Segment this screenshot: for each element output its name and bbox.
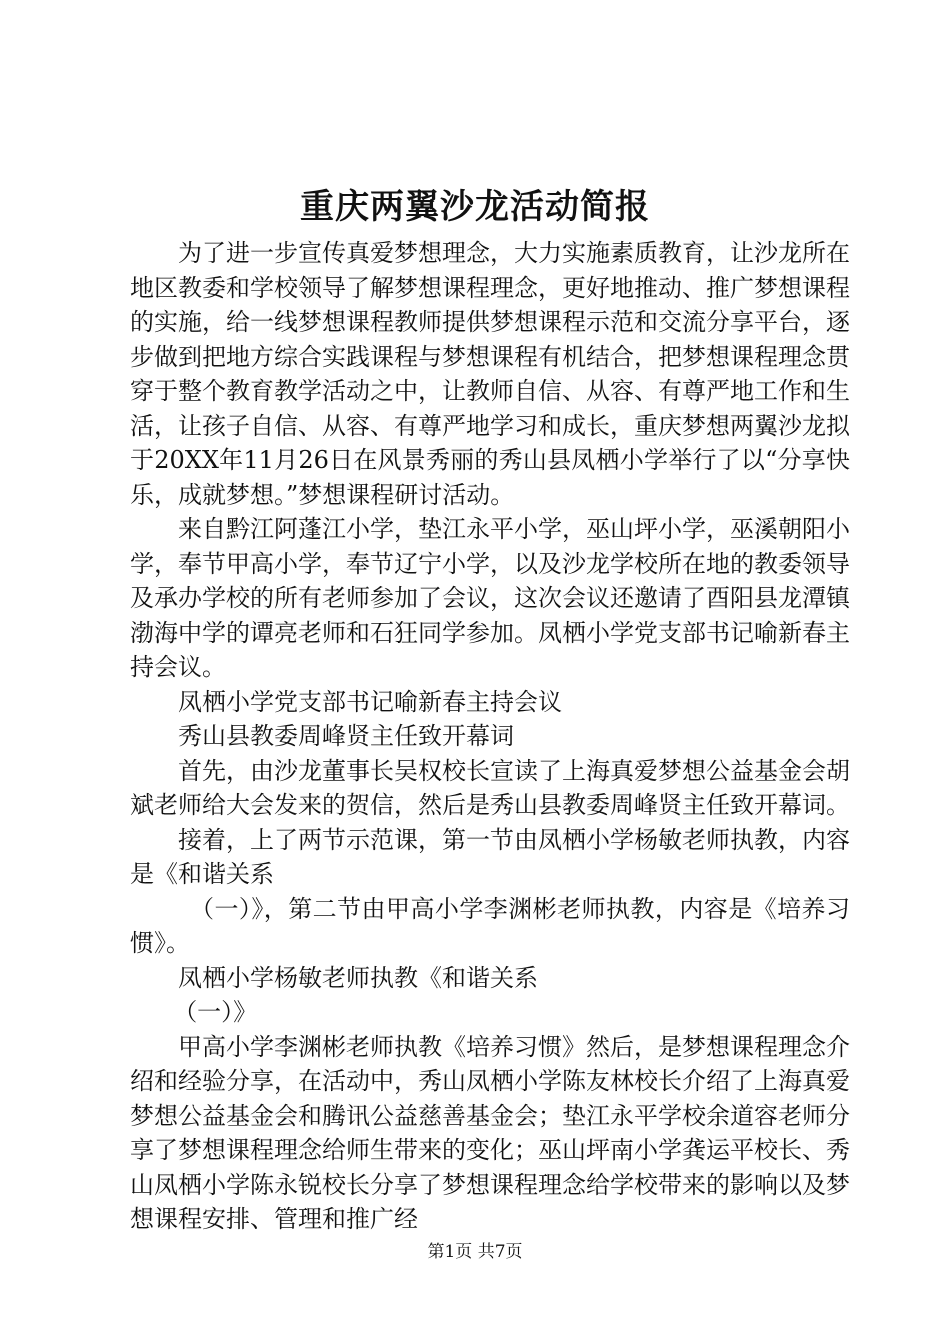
paragraph-opening: 首先，由沙龙董事长吴权校长宣读了上海真爱梦想公益基金会胡斌老师给大会发来的贺信，然后是秀山县教委周峰贤主任致开幕词。 bbox=[130, 756, 850, 819]
paragraph-attendees: 来自黔江阿蓬江小学，垫江永平小学，巫山坪小学，巫溪朝阳小学，奉节甲高小学，奉节辽宁小学，以及沙龙学校所在地的教委领导及承办学校的所有老师参加了会议，这次会议还邀请了酉阳县龙潭镇渤海中学的谭亮老师和石狂同学参加。凤栖小学党支部书记喻新春主持会议。 bbox=[130, 515, 850, 681]
photo-caption-opening: 秀山县教委周峰贤主任致开幕词 bbox=[178, 722, 514, 750]
paragraph-demo-lessons: 接着，上了两节示范课，第一节由凤栖小学杨敏老师执教，内容是《和谐关系 bbox=[130, 825, 850, 888]
page-footer: 第1页 共7页 bbox=[427, 1242, 523, 1262]
paragraph-demo-lessons-cont: （一）》，第二节由甲高小学李渊彬老师执教，内容是《培养习惯》。 bbox=[130, 894, 850, 957]
document-title: 重庆两翼沙龙活动简报 bbox=[300, 187, 650, 227]
document-body bbox=[130, 236, 850, 1237]
paragraph-sharing: 甲高小学李渊彬老师执教《培养习惯》然后，是梦想课程理念介绍和经验分享，在活动中，秀山凤栖小学陈友林校长介绍了上海真爱梦想公益基金会和腾讯公益慈善基金会；垫江永平学校余道容老师分享了梦想课程理念给师生带来的变化；巫山坪南小学龚运平校长、秀山凤栖小学陈永锐校长分享了梦想课程理念给学校带来的影响以及梦想课程安排、管理和推广经 bbox=[130, 1032, 850, 1233]
photo-caption-lesson-1-cont: （一）》 bbox=[173, 998, 258, 1026]
paragraph-intro: 为了进一步宣传真爱梦想理念，大力实施素质教育，让沙龙所在地区教委和学校领导了解梦想课程理念，更好地推动、推广梦想课程的实施，给一线梦想课程教师提供梦想课程示范和交流分享平台，逐步做到把地方综合实践课程与梦想课程有机结合，把梦想课程理念贯穿于整个教育教学活动之中，让教师自信、从容、有尊严地工作和生活，让孩子自信、从容、有尊严地学习和成长，重庆梦想两翼沙龙拟于20XX年11月26日在风景秀丽的秀山县凤栖小学举行了以“分享快乐，成就梦想。”梦想课程研讨活动。 bbox=[130, 239, 850, 509]
photo-caption-host: 凤栖小学党支部书记喻新春主持会议 bbox=[178, 687, 562, 716]
photo-caption-lesson-1: 凤栖小学杨敏老师执教《和谐关系 bbox=[178, 963, 538, 992]
